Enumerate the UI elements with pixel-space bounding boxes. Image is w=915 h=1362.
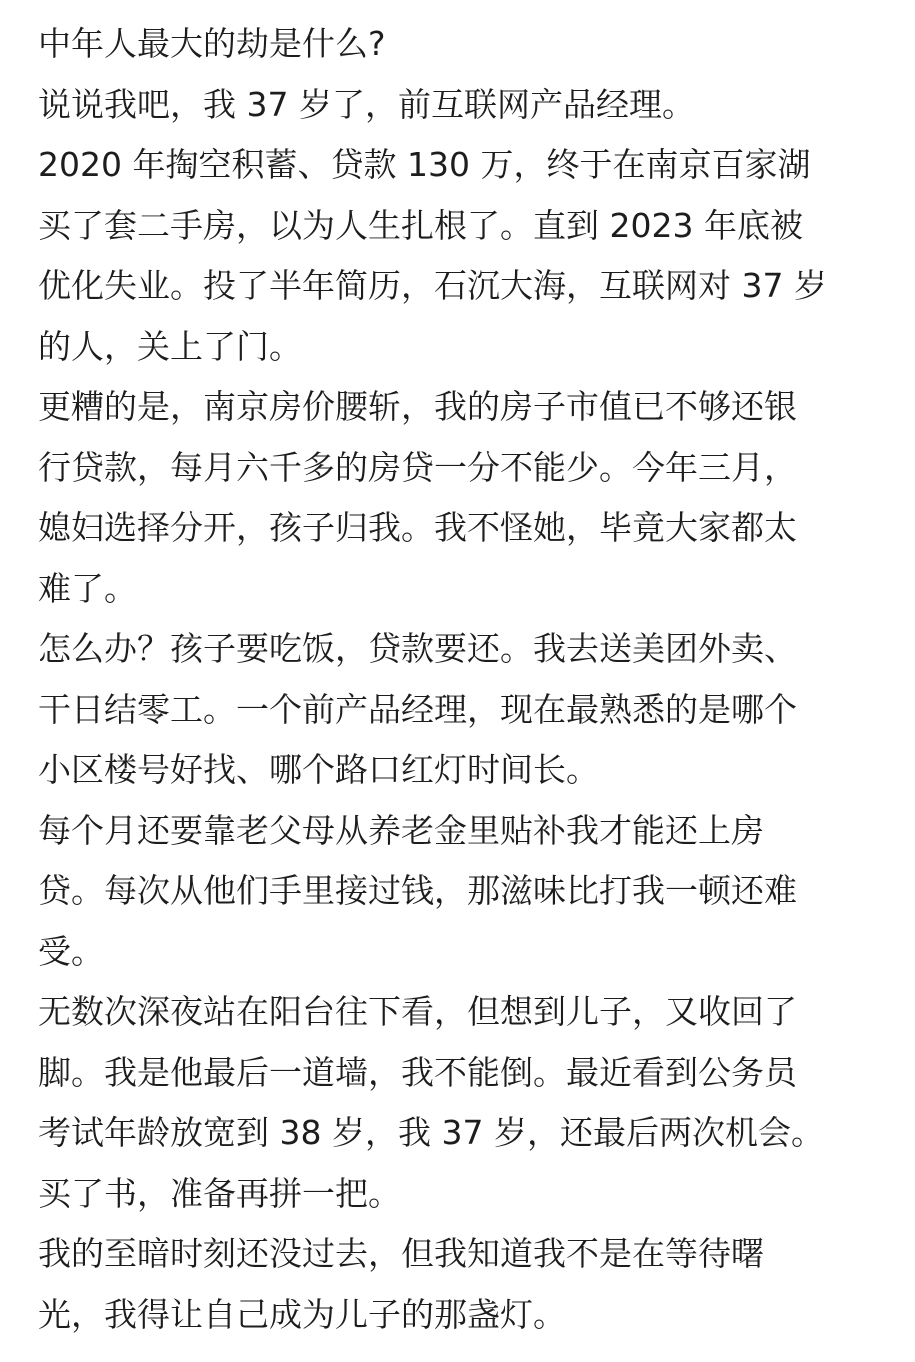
text-line: 我的至暗时刻还没过去，但我知道我不是在等待曙 [38,1234,764,1273]
text-line: 媳妇选择分开，孩子归我。我不怪她，毕竟大家都太 [38,508,797,547]
text-line: 更糟的是，南京房价腰斩，我的房子市值已不够还银 [38,387,797,426]
text-line: 2020 年掏空积蓄、贷款 130 万，终于在南京百家湖 [38,145,811,184]
post-title: 中年人最大的劫是什么? [38,24,386,63]
text-line: 贷。每次从他们手里接过钱，那滋味比打我一顿还难 [38,871,797,910]
text-line: 难了。 [38,568,137,608]
text-line: 优化失业。投了半年简历，石沉大海，互联网对 37 岁 [38,266,827,305]
text-line: 买了书，准备再拼一把。 [38,1173,401,1213]
text-line: 小区楼号好找、哪个路口红灯时间长。 [38,750,599,789]
text-line: 受。 [38,931,104,971]
text-line: 买了套二手房，以为人生扎根了。直到 2023 年底被 [38,205,803,245]
text-line: 脚。我是他最后一道墙，我不能倒。最近看到公务员 [38,1052,797,1092]
text-line: 每个月还要靠老父母从养老金里贴补我才能还上房 [38,810,764,850]
text-line: 怎么办？孩子要吃饭，贷款要还。我去送美团外卖、 [38,629,797,668]
text-line: 考试年龄放宽到 38 岁，我 37 岁，还最后两次机会。 [38,1113,824,1152]
text-line: 说说我吧，我 37 岁了，前互联网产品经理。 [38,84,695,124]
text-line: 行贷款，每月六千多的房贷一分不能少。今年三月， [38,447,797,487]
text-line: 无数次深夜站在阳台往下看，但想到儿子，又收回了 [38,992,797,1031]
text-line: 的人，关上了门。 [38,326,302,366]
text-line: 干日结零工。一个前产品经理，现在最熟悉的是哪个 [38,689,797,729]
post-body [38,14,898,1345]
text-line: 光，我得让自己成为儿子的那盏灯。 [38,1294,566,1334]
